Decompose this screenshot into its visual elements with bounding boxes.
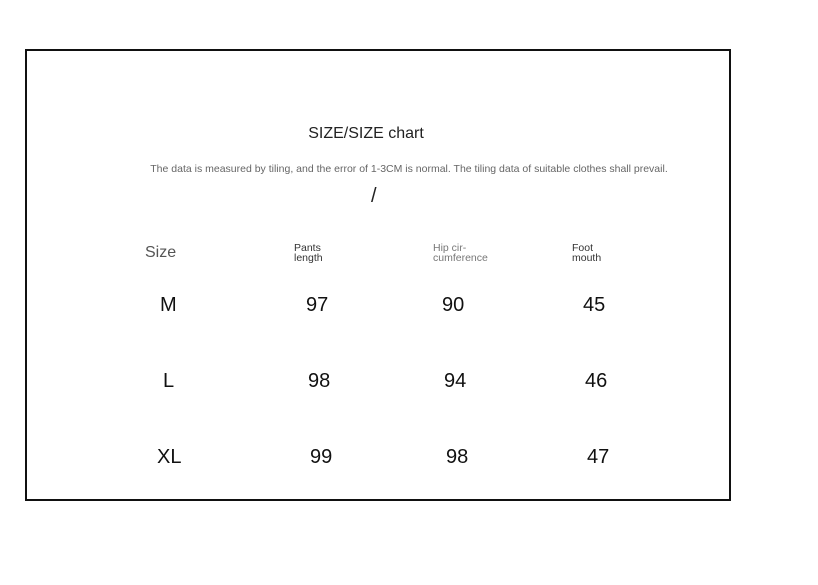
header-hip-circumference: Hip cir-cumference: [433, 242, 488, 264]
row-m-pants-length: 97: [306, 294, 329, 316]
row-xl-size: XL: [157, 446, 182, 468]
separator-slash: /: [371, 185, 377, 207]
row-xl-pants-length: 99: [310, 446, 333, 468]
row-m-foot-mouth: 45: [583, 294, 606, 316]
row-l-foot-mouth: 46: [585, 370, 608, 392]
row-m-hip: 90: [442, 294, 465, 316]
header-size: Size: [145, 244, 177, 261]
size-chart-frame: [25, 49, 731, 501]
row-l-size: L: [163, 370, 175, 392]
row-m-size: M: [160, 294, 177, 316]
header-foot-mouth: Foot mouth: [572, 242, 602, 264]
row-l-hip: 94: [444, 370, 467, 392]
row-l-pants-length: 98: [308, 370, 331, 392]
header-pants-length: Pants length: [294, 242, 323, 264]
chart-title: SIZE/SIZE chart: [308, 125, 424, 142]
measurement-note: The data is measured by tiling, and the error of 1-3CM is normal. The tiling data of suitable clothes shall prevail.: [150, 163, 668, 175]
row-xl-foot-mouth: 47: [587, 446, 610, 468]
row-xl-hip: 98: [446, 446, 469, 468]
